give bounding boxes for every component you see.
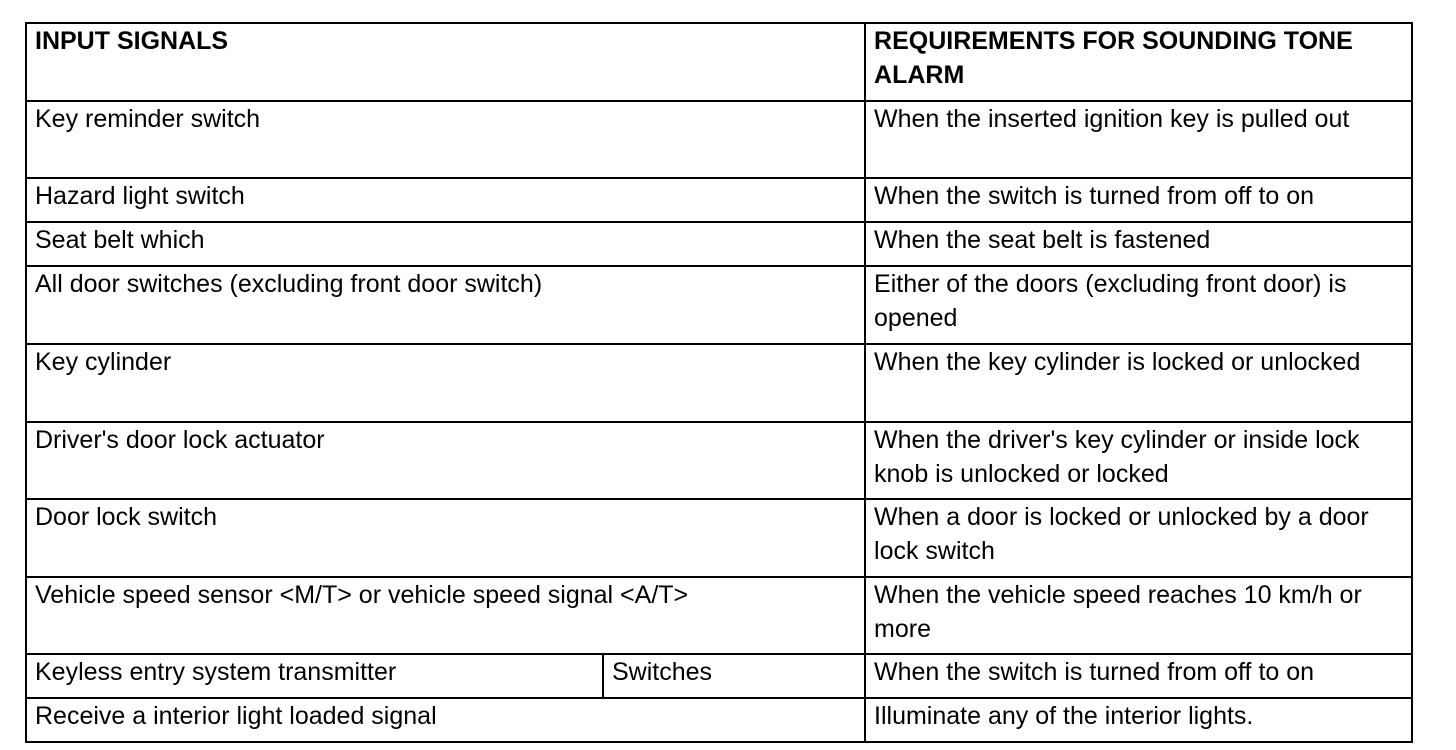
header-requirements: REQUIREMENTS FOR SOUNDING TONE ALARM [865,23,1412,101]
input-cell: Hazard light switch [26,178,865,222]
table-row [26,266,1412,344]
requirement-cell: When a door is locked or unlocked by a door lock switch [865,499,1412,577]
input-cell: All door switches (excluding front door switch) [26,266,865,344]
requirement-cell: When the vehicle speed reaches 10 km/h or more [865,577,1412,654]
table-row [26,577,1412,654]
input-cell: Seat belt which [26,222,865,266]
header-row [26,23,1412,101]
input-cell: Driver's door lock actuator [26,422,865,499]
table-row [26,101,1412,178]
requirement-cell: When the seat belt is fastened [865,222,1412,266]
sub-cell: Switches [603,654,865,698]
table-row [26,222,1412,266]
table-row [26,178,1412,222]
table-row [26,654,1412,698]
input-cell: Keyless entry system transmitter [26,654,603,698]
input-cell: Key reminder switch [26,101,865,178]
table-row [26,499,1412,577]
requirement-cell: When the inserted ignition key is pulled out [865,101,1412,178]
requirement-cell: When the key cylinder is locked or unlocked [865,344,1412,422]
input-cell: Receive a interior light loaded signal [26,698,865,742]
requirement-cell: When the driver's key cylinder or inside lock knob is unlocked or locked [865,422,1412,499]
input-cell: Door lock switch [26,499,865,577]
requirement-cell: When the switch is turned from off to on [865,654,1412,698]
table-row [26,344,1412,422]
table-row [26,698,1412,742]
table-row [26,422,1412,499]
requirement-cell: Illuminate any of the interior lights. [865,698,1412,742]
requirement-cell: When the switch is turned from off to on [865,178,1412,222]
requirement-cell: Either of the doors (excluding front door) is opened [865,266,1412,344]
input-cell: Key cylinder [26,344,865,422]
header-input-signals: INPUT SIGNALS [26,23,865,101]
input-signals-table [25,22,1413,743]
input-cell: Vehicle speed sensor <M/T> or vehicle speed signal <A/T> [26,577,865,654]
